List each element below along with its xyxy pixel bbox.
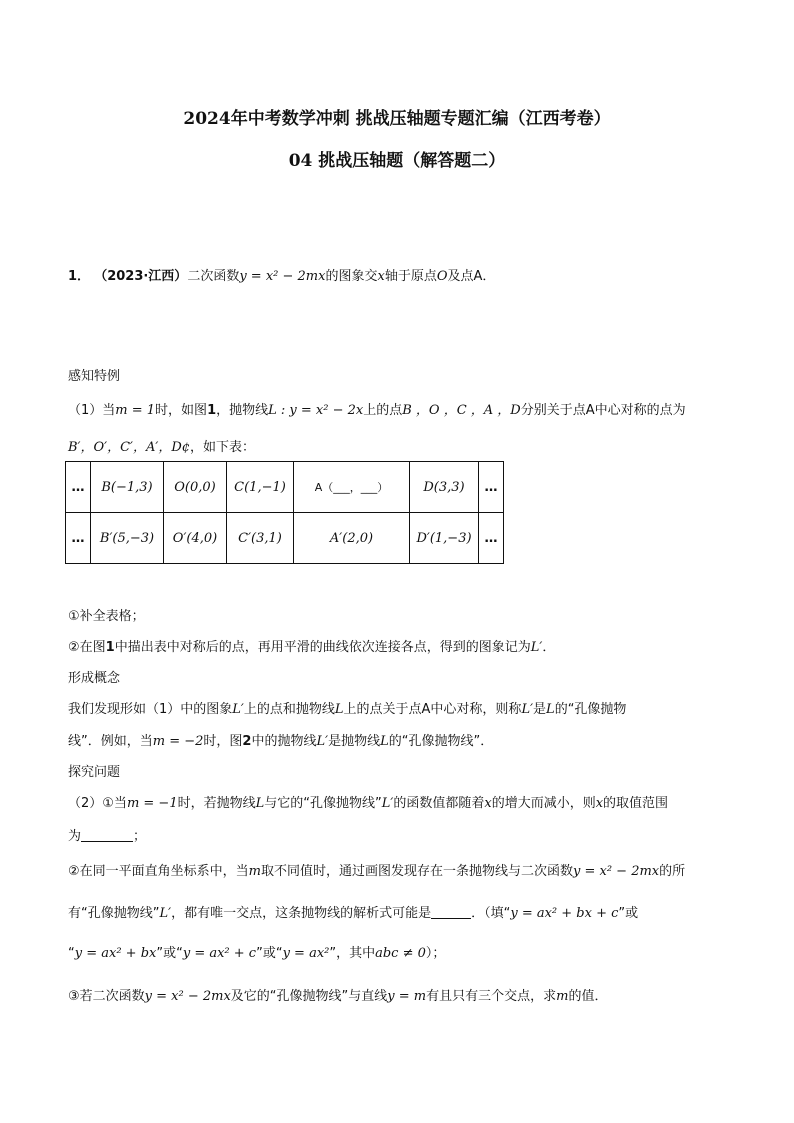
figure-ref: 2 bbox=[242, 734, 252, 749]
math-var: L′ bbox=[521, 702, 534, 717]
math-value: m = −2 bbox=[152, 734, 204, 749]
text: 的增大而减小，则 bbox=[491, 796, 596, 811]
table-cell: D(3,3) bbox=[410, 462, 479, 513]
math-var: m bbox=[556, 989, 569, 1004]
section-heading-explore: 探究问题 bbox=[68, 765, 121, 780]
part-2-line-1 bbox=[68, 792, 668, 811]
table-cell: C′(3,1) bbox=[227, 513, 294, 564]
text: 的所 bbox=[659, 864, 686, 879]
figure-ref: 1 bbox=[105, 640, 115, 655]
section-heading-concept: 形成概念 bbox=[68, 671, 121, 686]
document-title: 2024年中考数学冲刺 挑战压轴题专题汇编（江西考卷） bbox=[183, 109, 611, 129]
text: 的“孔像抛物线”． bbox=[388, 734, 494, 749]
question-number: 1． bbox=[68, 269, 91, 284]
math-value: m = −1 bbox=[126, 796, 178, 811]
text: 分别关于点A中心对称的点为 bbox=[520, 403, 686, 418]
text: ”，其中 bbox=[329, 946, 376, 961]
math-points: B′，O′，C′，A′，D¢ bbox=[68, 440, 191, 455]
math-var: L′ bbox=[381, 796, 394, 811]
table-cell: B′(5,−3) bbox=[91, 513, 164, 564]
table-cell: C(1,−1) bbox=[227, 462, 294, 513]
document-subtitle: 04 挑战压轴题（解答题二） bbox=[288, 151, 506, 171]
math-function: y = x² − 2mx bbox=[239, 269, 326, 284]
math-var: O bbox=[436, 269, 448, 284]
text: 时，如图 bbox=[155, 403, 208, 418]
text: 取不同值时，通过画图发现存在一条抛物线与二次函数 bbox=[260, 864, 573, 879]
math-var: m bbox=[248, 864, 261, 879]
table-cell: O(0,0) bbox=[164, 462, 227, 513]
text: 的值． bbox=[568, 989, 608, 1004]
math-var: L′ bbox=[159, 906, 172, 921]
question-1-stem bbox=[68, 265, 495, 284]
math-function: L : y = x² − 2x bbox=[268, 403, 364, 418]
symmetry-table bbox=[65, 461, 504, 564]
text: （2）①当 bbox=[68, 796, 127, 811]
math-var: x bbox=[377, 269, 385, 284]
math-var: L′ bbox=[316, 734, 329, 749]
part-1-line-2 bbox=[68, 436, 255, 455]
table-cell: A′(2,0) bbox=[294, 513, 410, 564]
section-heading-perceive: 感知特例 bbox=[68, 369, 121, 384]
text: 轴于原点 bbox=[384, 269, 437, 284]
text: ”或 bbox=[618, 906, 639, 921]
text: ，都有唯一交点，这条抛物线的解析式可能是 bbox=[171, 906, 432, 921]
math-var: x bbox=[484, 796, 492, 811]
part-2b-line-1 bbox=[68, 860, 685, 879]
text: ．（填“ bbox=[471, 906, 511, 921]
text: 时，图 bbox=[203, 734, 243, 749]
text: 及它的“孔像抛物线”与直线 bbox=[230, 989, 388, 1004]
text: 上的点 bbox=[363, 403, 403, 418]
math-var: L bbox=[255, 796, 265, 811]
math-function: y = ax² + c bbox=[182, 946, 257, 961]
math-condition: abc ≠ 0 bbox=[375, 946, 426, 961]
text: 我们发现形如（1）中的图象 bbox=[68, 702, 233, 717]
math-function: y = ax² + bx bbox=[74, 946, 157, 961]
text: 线”．例如，当 bbox=[68, 734, 153, 749]
text: 二次函数 bbox=[187, 269, 240, 284]
concept-line-1 bbox=[68, 698, 626, 717]
math-var: L bbox=[334, 702, 344, 717]
math-var: L bbox=[546, 702, 555, 717]
part-2c-line-1 bbox=[68, 985, 607, 1004]
math-function: y = ax² bbox=[282, 946, 330, 961]
text: 有且只有三个交点，求 bbox=[426, 989, 557, 1004]
table-cell: … bbox=[479, 462, 504, 513]
text: ． bbox=[542, 640, 556, 655]
text: ）； bbox=[425, 946, 446, 961]
math-var: x bbox=[595, 796, 604, 811]
text: （1）当 bbox=[68, 403, 116, 418]
table-cell: … bbox=[66, 513, 91, 564]
text: 与它的“孔像抛物线” bbox=[264, 796, 382, 811]
text: ③若二次函数 bbox=[68, 989, 145, 1004]
answer-blank bbox=[431, 906, 471, 919]
text: 中的抛物线 bbox=[251, 734, 317, 749]
math-var: L′ bbox=[232, 702, 244, 717]
figure-ref: 1 bbox=[207, 403, 217, 418]
text: ，如下表： bbox=[190, 440, 256, 455]
math-var: L bbox=[380, 734, 389, 749]
text: 的函数值都随着 bbox=[393, 796, 485, 811]
math-value: m = 1 bbox=[115, 403, 156, 418]
text: 上的点和抛物线 bbox=[243, 702, 335, 717]
text: ； bbox=[133, 829, 147, 844]
part-2b-line-3 bbox=[68, 942, 445, 961]
table-cell: … bbox=[66, 462, 91, 513]
text: ，抛物线 bbox=[216, 403, 269, 418]
math-function: y = ax² + bx + c bbox=[510, 906, 619, 921]
text: 及点A． bbox=[447, 269, 496, 284]
text: 的“孔像抛物 bbox=[554, 702, 627, 717]
question-source: （2023·江西） bbox=[94, 269, 188, 284]
table-cell: D′(1,−3) bbox=[410, 513, 479, 564]
part-2b-line-2 bbox=[68, 902, 638, 921]
text: ②在同一平面直角坐标系中，当 bbox=[68, 864, 249, 879]
text: 有“孔像抛物线” bbox=[68, 906, 160, 921]
answer-blank bbox=[81, 829, 133, 842]
table-cell-blank: A（___，___） bbox=[294, 462, 410, 513]
math-function: y = x² − 2mx bbox=[573, 864, 660, 879]
part-2-line-2 bbox=[68, 825, 146, 844]
table-cell: O′(4,0) bbox=[164, 513, 227, 564]
item-complete-table: ①补全表格； bbox=[68, 609, 145, 624]
text: ”或“ bbox=[256, 946, 283, 961]
text: 是 bbox=[533, 702, 547, 717]
item-draw-points bbox=[68, 636, 555, 655]
text: 的取值范围 bbox=[603, 796, 669, 811]
table-row bbox=[66, 462, 504, 513]
text: 时，若抛物线 bbox=[177, 796, 256, 811]
math-function: y = x² − 2mx bbox=[144, 989, 231, 1004]
table-cell: B(−1,3) bbox=[91, 462, 164, 513]
concept-line-2 bbox=[68, 730, 493, 749]
text: 上的点关于点A中心对称，则称 bbox=[343, 702, 522, 717]
text: 的图象交 bbox=[325, 269, 378, 284]
text: 是抛物线 bbox=[328, 734, 381, 749]
text: 为 bbox=[68, 829, 82, 844]
text: ”或“ bbox=[156, 946, 183, 961]
math-points: B ，O ，C ，A ，D bbox=[402, 403, 521, 418]
table-cell: … bbox=[479, 513, 504, 564]
text: 中描出表中对称后的点，再用平滑的曲线依次连接各点，得到的图象记为 bbox=[114, 640, 531, 655]
text: ②在图 bbox=[68, 640, 106, 655]
math-function: y = m bbox=[387, 989, 427, 1004]
part-1-line-1 bbox=[68, 399, 686, 418]
table-row bbox=[66, 513, 504, 564]
text: “ bbox=[68, 946, 75, 961]
math-var: L′ bbox=[530, 640, 543, 655]
